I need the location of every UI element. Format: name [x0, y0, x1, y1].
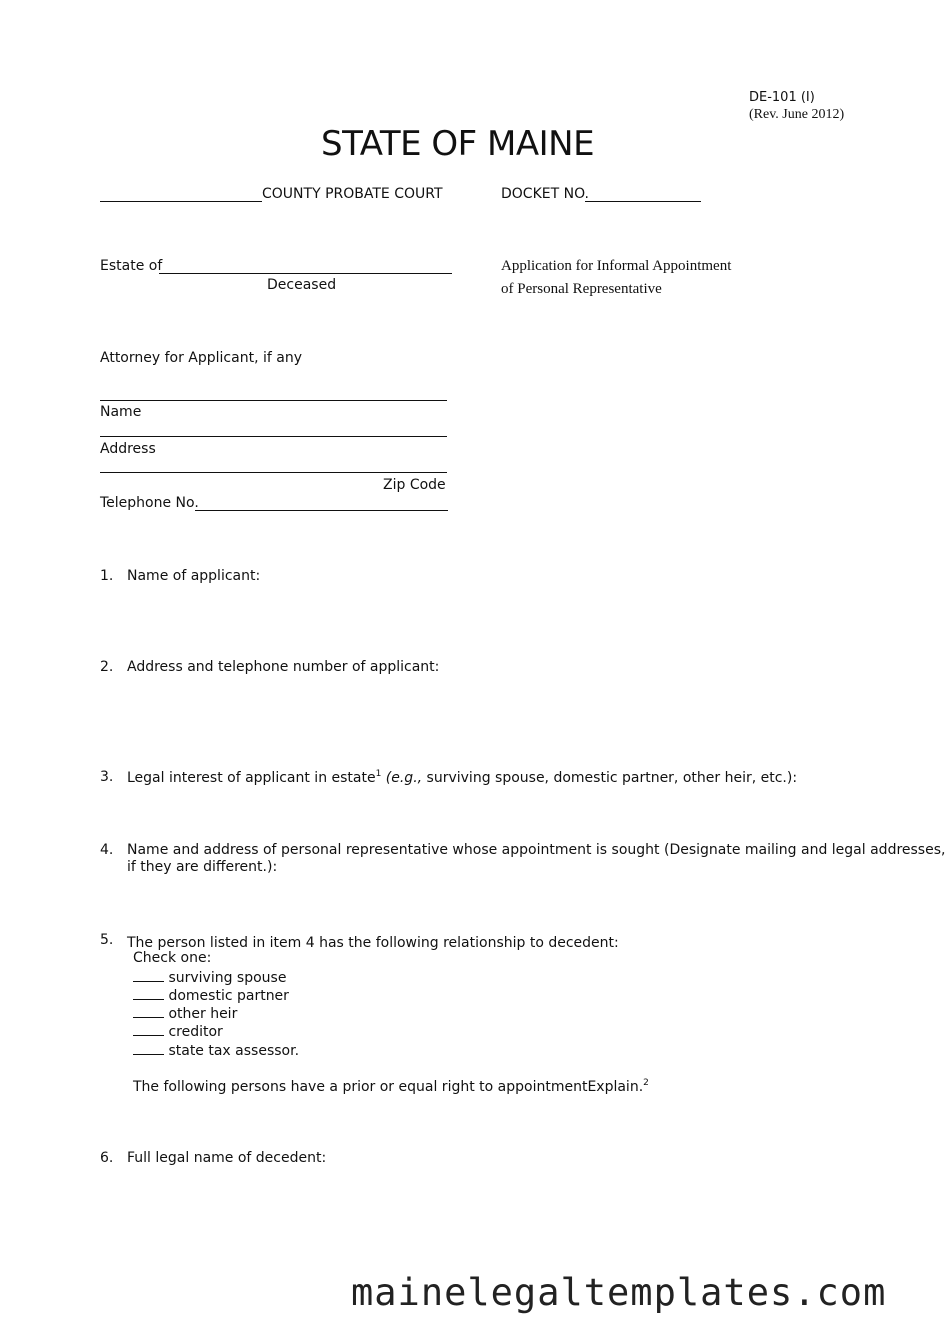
item-6-number: 6.	[100, 1150, 114, 1166]
item-3-number: 3.	[100, 769, 114, 785]
item-6-text: Full legal name of decedent:	[127, 1150, 327, 1166]
item-3-text	[127, 769, 797, 786]
item-4-text-line1: Name and address of personal representative whose appointment is sought (Designate mailing and legal addresses,	[127, 842, 946, 858]
attorney-telephone-blank[interactable]	[195, 510, 448, 511]
item-2-text: Address and telephone number of applicant:	[127, 659, 440, 675]
item-4-text-line2: if they are different.):	[127, 859, 278, 875]
checkbox-blank[interactable]	[133, 1023, 164, 1036]
prior-right-label: The following persons have a prior or equal right to appointmentExplain.	[133, 1079, 644, 1095]
attorney-address-blank[interactable]	[100, 436, 447, 437]
prior-right-text	[133, 1078, 649, 1095]
option-label: surviving spouse	[168, 970, 287, 986]
county-probate-court-label: COUNTY PROBATE COURT	[262, 186, 443, 202]
docket-blank[interactable]	[585, 201, 701, 202]
watermark-site: mainelegaltemplates.com	[351, 1271, 887, 1314]
checkbox-blank[interactable]	[133, 987, 164, 1000]
page-title: STATE OF MAINE	[321, 124, 595, 164]
option-domestic-partner[interactable]	[133, 987, 289, 1004]
form-revision: (Rev. June 2012)	[749, 107, 845, 122]
check-one-label: Check one:	[133, 950, 212, 966]
docket-label: DOCKET NO.	[501, 186, 589, 202]
option-label: domestic partner	[168, 988, 289, 1004]
estate-name-blank[interactable]	[159, 273, 452, 274]
form-code: DE-101 (I)	[749, 90, 815, 105]
item-3-text-a: Legal interest of applicant in estate	[127, 770, 376, 786]
attorney-telephone-label: Telephone No.	[100, 495, 199, 511]
option-label: state tax assessor.	[168, 1043, 300, 1059]
item-3-text-c: surviving spouse, domestic partner, other heir, etc.):	[426, 770, 798, 786]
item-2-number: 2.	[100, 659, 114, 675]
option-state-tax-assessor[interactable]	[133, 1042, 299, 1059]
attorney-zip-label: Zip Code	[383, 477, 446, 493]
item-1-number: 1.	[100, 568, 114, 584]
item-3-eg: (e.g.,	[385, 770, 423, 786]
attorney-heading: Attorney for Applicant, if any	[100, 350, 302, 366]
application-title-line1: Application for Informal Appointment	[501, 258, 732, 274]
checkbox-blank[interactable]	[133, 1005, 164, 1018]
footnote-2-marker: 2	[643, 1078, 649, 1088]
footnote-1-marker: 1	[375, 769, 382, 779]
item-5-text: The person listed in item 4 has the following relationship to decedent:	[127, 935, 619, 951]
option-other-heir[interactable]	[133, 1005, 237, 1022]
application-title-line2: of Personal Representative	[501, 281, 662, 297]
item-4-number: 4.	[100, 842, 114, 858]
option-surviving-spouse[interactable]	[133, 969, 286, 986]
option-creditor[interactable]	[133, 1023, 223, 1040]
attorney-address-label: Address	[100, 441, 156, 457]
option-label: other heir	[168, 1006, 238, 1022]
deceased-label: Deceased	[267, 277, 337, 293]
attorney-zip-blank[interactable]	[100, 472, 447, 473]
item-5-number: 5.	[100, 932, 114, 948]
attorney-name-label: Name	[100, 404, 142, 420]
option-label: creditor	[168, 1024, 223, 1040]
estate-label: Estate of	[100, 258, 163, 274]
item-1-text: Name of applicant:	[127, 568, 261, 584]
county-blank[interactable]	[100, 201, 262, 202]
attorney-name-blank[interactable]	[100, 400, 447, 401]
checkbox-blank[interactable]	[133, 1042, 164, 1055]
checkbox-blank[interactable]	[133, 969, 164, 982]
